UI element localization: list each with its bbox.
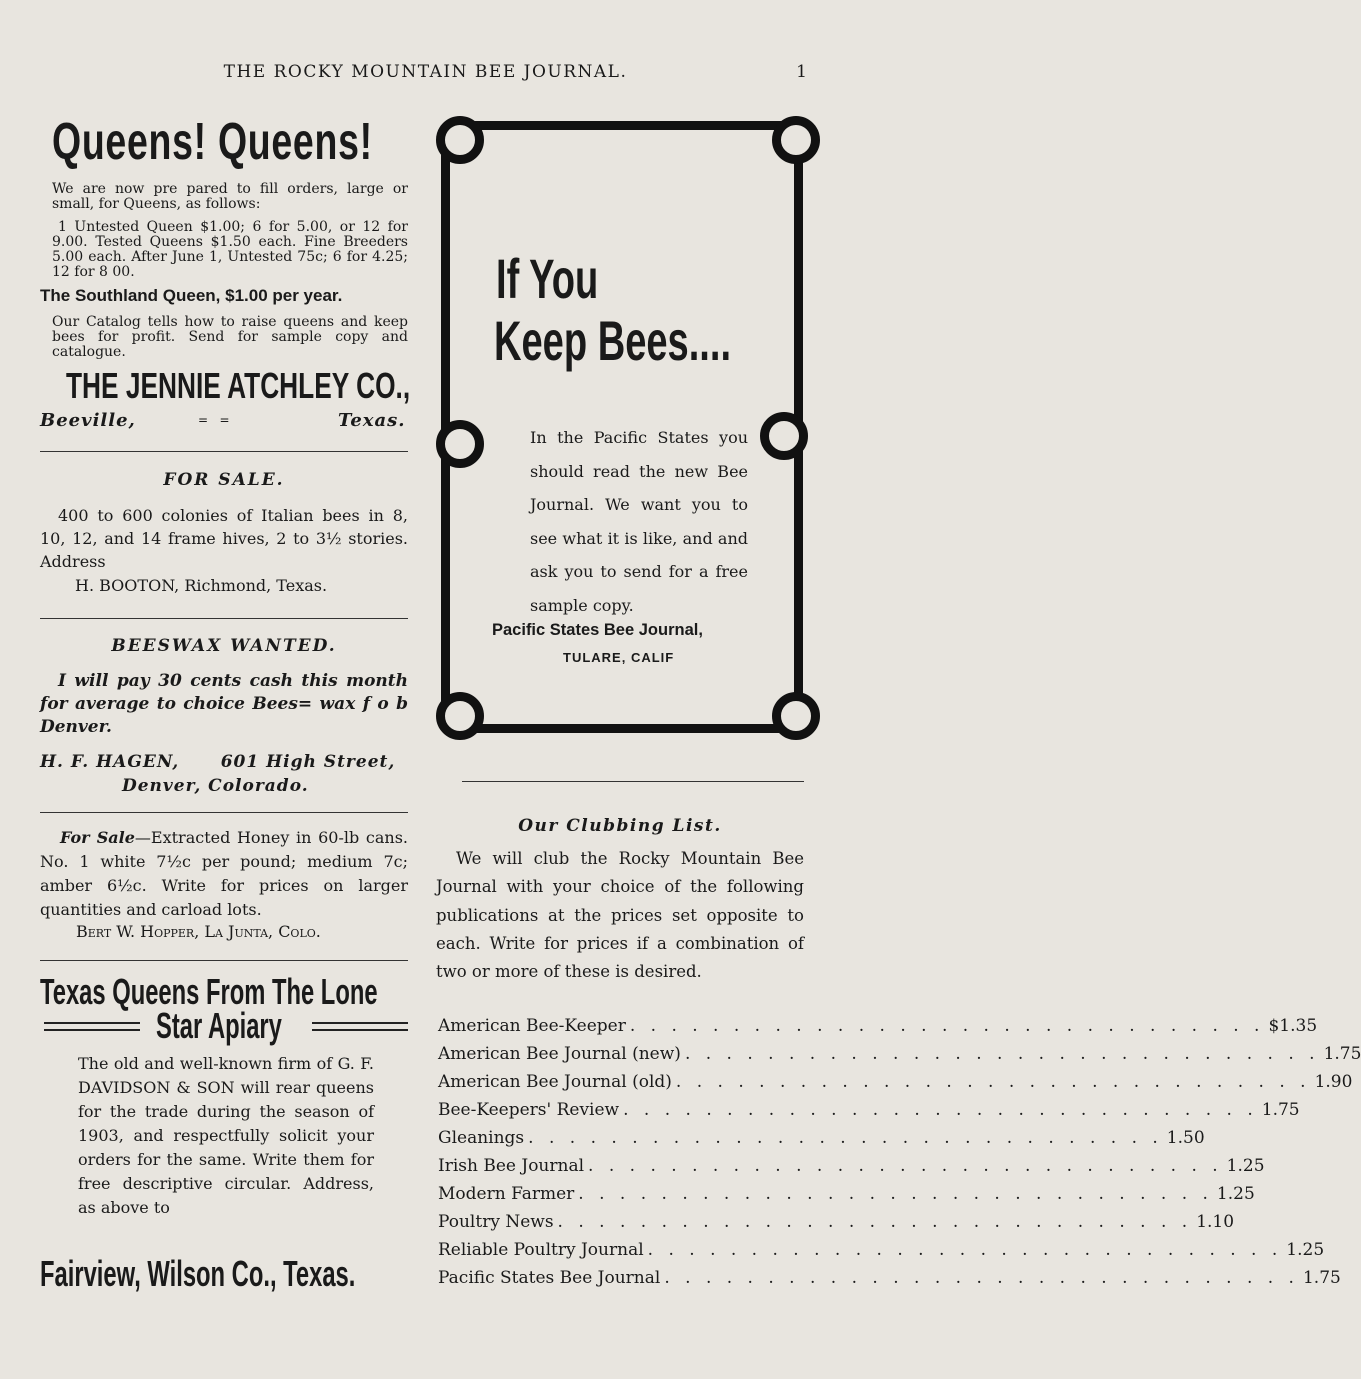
leader-dots: . . . . . . . . . . . . . . . . . . . . . . . . . . . . . . . (675, 1072, 1311, 1092)
beeswax-heading: BEESWAX WANTED. (111, 636, 337, 656)
divider (40, 451, 408, 452)
texas-headline-1: Texas Queens From The Lone (40, 971, 378, 1012)
leader-dots: . . . . . . . . . . . . . . . . . . . . . . . . . . . . . . . (629, 1016, 1265, 1036)
publication-price: 1.75 (1261, 1100, 1300, 1120)
beeswax-name: H. F. HAGEN, 601 High Street, (40, 752, 396, 772)
beeswax-text: I will pay 30 cents cash this month for average to choice Bees= wax f o b Denver. (40, 671, 408, 737)
texas-headline-2: Star Apiary (156, 1005, 282, 1046)
publication-name: Irish Bee Journal (438, 1156, 585, 1176)
frame-knot-bl (436, 692, 484, 740)
publication-price: 1.25 (1286, 1240, 1325, 1260)
company-sep: = = (198, 413, 230, 427)
pacific-publisher: Pacific States Bee Journal, (492, 621, 703, 639)
publication-price: 1.10 (1196, 1212, 1235, 1232)
clubbing-list (438, 1016, 1361, 1296)
leader-dots: . . . . . . . . . . . . . . . . . . . . . . . . . . . . . . . (664, 1268, 1299, 1288)
publication-name: Poultry News (438, 1212, 554, 1232)
publication-price: 1.75 (1323, 1044, 1361, 1064)
publication-price: 1.25 (1216, 1184, 1255, 1204)
leader-dots: . . . . . . . . . . . . . . . . . . . . . . . . . . . . . . . (623, 1100, 1258, 1120)
leader-dots: . . . . . . . . . . . . . . . . . . . . . . . . . . . . . . . (588, 1156, 1223, 1176)
frame-knot-br (772, 692, 820, 740)
page-number: 1 (796, 62, 807, 82)
leader-dots: . . . . . . . . . . . . . . . . . . . . . . . . . . . . . . . (528, 1128, 1163, 1148)
publication-price: 1.50 (1166, 1128, 1205, 1148)
publication-price: 1.75 (1302, 1268, 1341, 1288)
running-title: THE ROCKY MOUNTAIN BEE JOURNAL. (223, 62, 628, 82)
publication-price: $1.35 (1268, 1016, 1318, 1036)
frame-knot-left-mid (436, 420, 484, 468)
list-item (438, 1240, 1325, 1268)
southland-line: The Southland Queen, $1.00 per year. (40, 286, 343, 305)
publication-name: Bee-Keepers' Review (438, 1100, 620, 1120)
for-sale-heading: FOR SALE. (163, 470, 285, 490)
ornament-rule-right (312, 1022, 408, 1031)
publication-name: Modern Farmer (438, 1184, 575, 1204)
publication-name: American Bee Journal (old) (438, 1072, 672, 1092)
pacific-headline-1: If You (496, 247, 599, 310)
list-item (438, 1212, 1235, 1240)
pacific-location: TULARE, CALIF (563, 650, 675, 665)
company-city: Beeville, (40, 410, 136, 431)
queens-headline: Queens! Queens! (52, 113, 373, 171)
honey-lead: For Sale (60, 828, 135, 847)
leader-dots: . . . . . . . . . . . . . . . . . . . . . . . . . . . . . . . (578, 1184, 1213, 1204)
divider (462, 781, 804, 782)
divider (40, 618, 408, 619)
honey-body: —Extracted Honey in 60-lb cans. No. 1 white 7½c per pound; medium 7c; amber 6½c. Write for prices on larger quantities and carload lots. (40, 828, 408, 919)
company-state: Texas. (338, 410, 406, 431)
publication-price: 1.90 (1314, 1072, 1353, 1092)
list-item (438, 1184, 1255, 1212)
publication-price: 1.25 (1226, 1156, 1265, 1176)
company-name: THE JENNIE ATCHLEY CO., (66, 365, 411, 406)
queens-prices: 1 Untested Queen $1.00; 6 for 5.00, or 12 for 9.00. Tested Queens $1.50 each. Fine Breeders 5.00 each. After June 1, Untested 75c; 6 for 4.25; 12 for 8 00. (52, 219, 408, 280)
for-sale-text: 400 to 600 colonies of Italian bees in 8, 10, 12, and 14 frame hives, 2 to 3½ stories. Address (40, 506, 408, 571)
frame-knot-tr (772, 116, 820, 164)
list-item (438, 1268, 1341, 1296)
publication-name: American Bee Journal (new) (438, 1044, 681, 1064)
leader-dots: . . . . . . . . . . . . . . . . . . . . . . . . . . . . . . . (647, 1240, 1283, 1260)
list-item (438, 1100, 1300, 1128)
frame-knot-right-mid (760, 412, 808, 460)
texas-address: Fairview, Wilson Co., Texas. (40, 1253, 356, 1294)
publication-name: Pacific States Bee Journal (438, 1268, 661, 1288)
leader-dots: . . . . . . . . . . . . . . . . . . . . . . . . . . . . . . . (684, 1044, 1320, 1064)
divider (40, 812, 408, 813)
clubbing-heading: Our Clubbing List. (518, 816, 722, 836)
list-item (438, 1156, 1265, 1184)
list-item (438, 1016, 1318, 1044)
texas-text: The old and well-known firm of G. F. DAVIDSON & SON will rear queens for the trade during the season of 1903, and respectfully solicit your orders for the same. Write them for free descriptive circular. Address, as above to (78, 1054, 374, 1217)
queens-intro: We are now pre pared to fill orders, large or small, for Queens, as follows: (52, 181, 408, 212)
honey-signature: Bert W. Hopper, La Junta, Colo. (76, 922, 321, 941)
queens-catalog: Our Catalog tells how to raise queens and keep bees for profit. Send for sample copy and catalogue. (52, 314, 408, 360)
list-item (438, 1128, 1205, 1156)
leader-dots: . . . . . . . . . . . . . . . . . . . . . . . . . . . . . . . (557, 1212, 1193, 1232)
clubbing-intro: We will club the Rocky Mountain Bee Journal with your choice of the following publications at the prices set opposite to each. Write for prices if a combination of two or more of these is desired. (436, 849, 804, 982)
publication-name: Gleanings (438, 1128, 525, 1148)
pacific-headline-2: Keep Bees.... (494, 309, 732, 372)
frame-knot-tl (436, 116, 484, 164)
pacific-text: In the Pacific States you should read the new Bee Journal. We want you to see what it is like, and and ask you to send for a free sample copy. (530, 428, 748, 615)
for-sale-contact: H. BOOTON, Richmond, Texas. (75, 576, 328, 595)
publication-name: Reliable Poultry Journal (438, 1240, 644, 1260)
list-item (438, 1044, 1361, 1072)
beeswax-city: Denver, Colorado. (122, 776, 309, 796)
publication-name: American Bee-Keeper (438, 1016, 626, 1036)
list-item (438, 1072, 1353, 1100)
divider (40, 960, 408, 961)
ornament-rule-left (44, 1022, 140, 1031)
honey-text (40, 826, 408, 922)
